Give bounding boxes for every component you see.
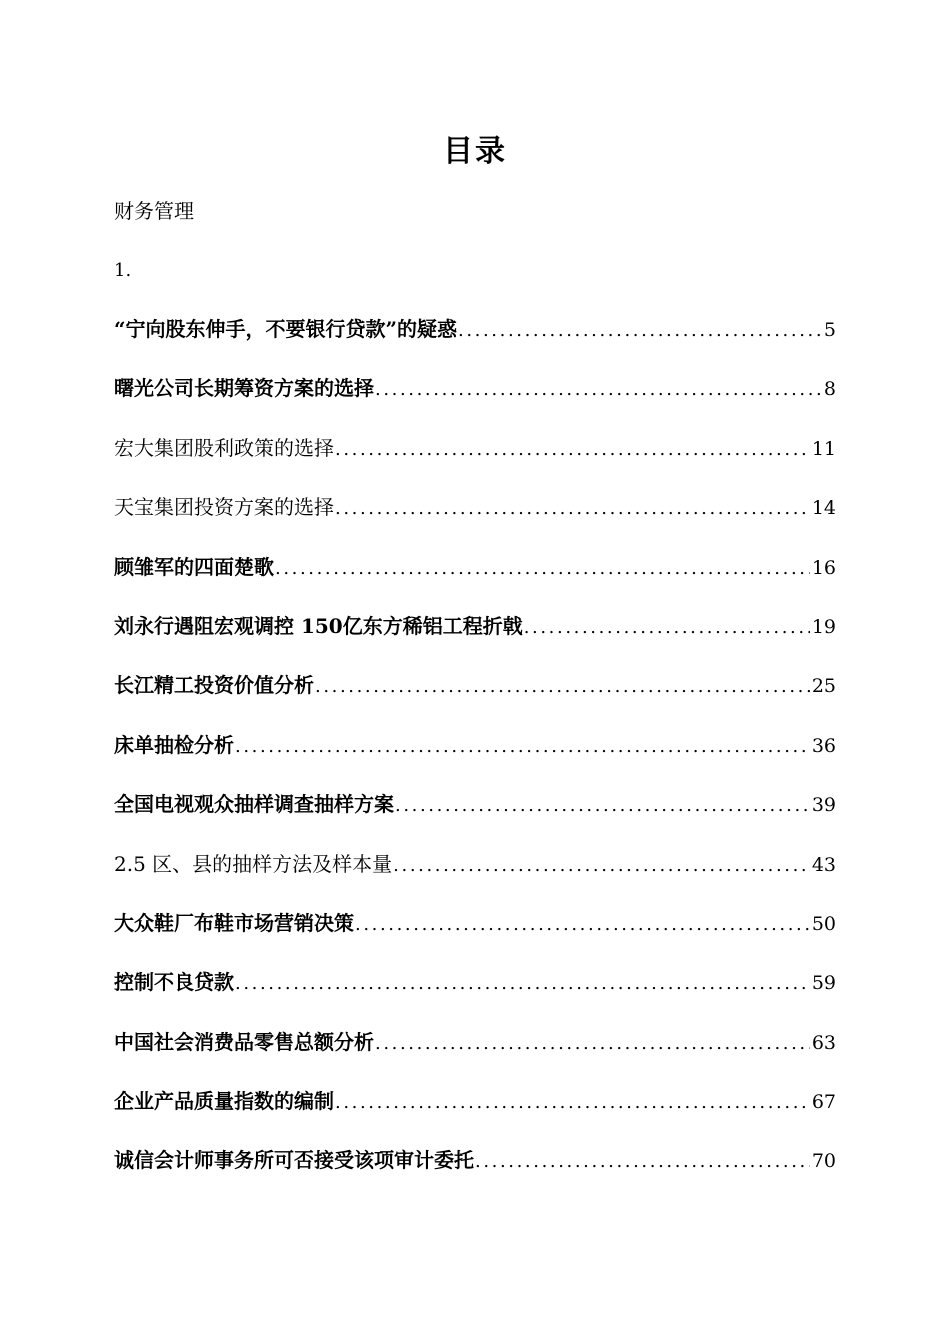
toc-entry-title: 大众鞋厂布鞋市场营销决策 — [114, 910, 354, 935]
dot-leader — [275, 554, 810, 584]
toc-entry-title: 控制不良贷款 — [114, 970, 234, 995]
toc-entry[interactable] — [114, 1027, 836, 1086]
dot-leader — [315, 672, 810, 702]
dot-leader — [235, 732, 810, 762]
dot-leader — [235, 969, 810, 999]
dot-leader — [475, 1147, 810, 1177]
toc-entry[interactable] — [114, 1086, 836, 1145]
toc-entry-page: 25 — [811, 675, 836, 698]
dot-leader — [335, 435, 810, 465]
dot-leader — [375, 375, 822, 405]
toc-entry[interactable] — [114, 849, 836, 908]
toc-entry[interactable] — [114, 611, 836, 670]
toc-entry-title: “宁向股东伸手，不要银行贷款”的疑惑 — [114, 317, 458, 341]
dot-leader — [335, 1088, 810, 1118]
dot-leader — [458, 316, 822, 346]
toc-entry-title: 中国社会消费品零售总额分析 — [114, 1029, 374, 1054]
dot-leader — [395, 791, 810, 821]
toc-entry-title: 天宝集团投资方案的选择 — [114, 495, 334, 520]
toc-entry-page: 59 — [811, 972, 836, 995]
toc-entry[interactable] — [114, 314, 836, 373]
toc-entry-page: 63 — [811, 1031, 836, 1054]
toc-entry[interactable] — [114, 730, 836, 789]
toc-entry[interactable] — [114, 670, 836, 729]
toc-entry[interactable] — [114, 373, 836, 432]
toc-entry[interactable] — [114, 492, 836, 551]
toc-entry-page: 11 — [811, 437, 836, 460]
toc-entry-page: 50 — [811, 912, 836, 935]
toc-entry-title: 顾雏军的四面楚歌 — [114, 554, 274, 579]
dot-leader — [375, 1029, 810, 1059]
page-title: 目录 — [443, 134, 507, 169]
toc-entry[interactable] — [114, 967, 836, 1026]
toc-entry-title: 企业产品质量指数的编制 — [114, 1089, 334, 1114]
toc-entry-page: 14 — [811, 497, 836, 520]
toc-entry-title: 床单抽检分析 — [114, 732, 234, 757]
toc-entry[interactable] — [114, 1145, 836, 1204]
toc-entry-page: 70 — [811, 1150, 836, 1173]
toc-entry-title: 长江精工投资价值分析 — [114, 673, 314, 698]
section-heading: 财务管理 — [114, 199, 194, 223]
toc-entry-page: 5 — [823, 319, 836, 341]
dot-leader — [355, 910, 810, 940]
section-number: 1. — [114, 260, 132, 281]
toc-entry-page: 8 — [823, 378, 836, 401]
dot-leader — [393, 851, 810, 881]
toc-entry[interactable] — [114, 552, 836, 611]
dot-leader — [335, 494, 810, 524]
toc-entry-title: 刘永行遇阻宏观调控 150亿东方稀铝工程折戟 — [114, 613, 523, 638]
toc-entry-page: 16 — [811, 556, 836, 579]
toc-entry-title: 全国电视观众抽样调查抽样方案 — [114, 792, 394, 817]
toc-entry-page: 67 — [811, 1091, 836, 1114]
toc-entry-page: 19 — [811, 615, 836, 638]
toc-entry-title: 诚信会计师事务所可否接受该项审计委托 — [114, 1148, 474, 1173]
toc-entry-page: 39 — [811, 794, 836, 817]
toc-entry[interactable] — [114, 789, 836, 848]
toc-entry-title: 2.5 区、县的抽样方法及样本量 — [114, 851, 393, 876]
dot-leader — [524, 613, 810, 643]
toc-entry-title: 宏大集团股利政策的选择 — [114, 435, 334, 460]
toc-list — [114, 314, 836, 1205]
toc-entry-title: 曙光公司长期筹资方案的选择 — [114, 376, 374, 401]
toc-entry[interactable] — [114, 433, 836, 492]
toc-entry-page: 36 — [811, 734, 836, 757]
toc-entry-page: 43 — [811, 853, 836, 876]
toc-entry[interactable] — [114, 908, 836, 967]
